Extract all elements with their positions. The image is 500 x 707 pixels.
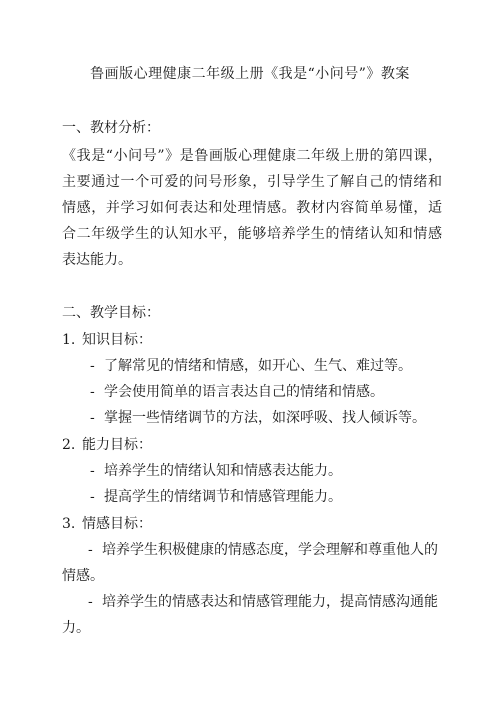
objective-group-emotion bbox=[62, 514, 152, 534]
list-item: - 了解常见的情绪和情感，如开心、生气、难过等。 bbox=[90, 358, 412, 374]
list-item: - 掌握一些情绪调节的方法，如深呼吸、找人倾诉等。 bbox=[90, 410, 426, 426]
objective-group-knowledge bbox=[62, 330, 152, 350]
paragraph-line: 表达能力。 bbox=[62, 252, 132, 268]
list-item-continuation: 情感。 bbox=[62, 568, 104, 584]
list-item: - 提高学生的情绪调节和情感管理能力。 bbox=[90, 489, 342, 505]
list-number: 3. bbox=[62, 516, 76, 532]
objective-group-ability bbox=[62, 435, 152, 455]
bullet-mark: - bbox=[90, 384, 95, 400]
list-number: 2. bbox=[62, 437, 76, 453]
group-label: 情感目标： bbox=[82, 516, 152, 532]
list-item: - 培养学生积极健康的情感态度，学会理解和尊重他人的 bbox=[88, 542, 438, 558]
group-label: 知识目标： bbox=[82, 332, 152, 348]
list-item: - 学会使用简单的语言表达自己的情绪和情感。 bbox=[90, 384, 384, 400]
paragraph-line: 合二年级学生的认知水平，能够培养学生的情绪认知和情感 bbox=[62, 226, 442, 242]
group-label: 能力目标： bbox=[82, 437, 152, 453]
bullet-mark: - bbox=[88, 594, 93, 610]
paragraph-line: 《我是“小问号”》是鲁画版心理健康二年级上册的第四课， bbox=[62, 148, 442, 164]
list-item: - 培养学生的情绪认知和情感表达能力。 bbox=[90, 463, 342, 479]
list-item-continuation: 力。 bbox=[62, 620, 90, 636]
bullet-mark: - bbox=[90, 410, 95, 426]
list-number: 1. bbox=[62, 332, 76, 348]
bullet-mark: - bbox=[90, 463, 95, 479]
bullet-mark: - bbox=[90, 489, 95, 505]
section-heading-analysis: 一、教材分析： bbox=[62, 120, 160, 136]
paragraph-line: 情感，并学习如何表达和处理情感。教材内容简单易懂，适 bbox=[62, 200, 442, 216]
document-title: 鲁画版心理健康二年级上册《我是“小问号”》教案 bbox=[90, 66, 410, 82]
section-heading-objectives: 二、教学目标： bbox=[62, 305, 160, 321]
bullet-mark: - bbox=[88, 542, 93, 558]
list-item: - 培养学生的情感表达和情感管理能力，提高情感沟通能 bbox=[88, 594, 438, 610]
bullet-mark: - bbox=[90, 358, 95, 374]
paragraph-line: 主要通过一个可爱的问号形象，引导学生了解自己的情绪和 bbox=[62, 174, 442, 190]
